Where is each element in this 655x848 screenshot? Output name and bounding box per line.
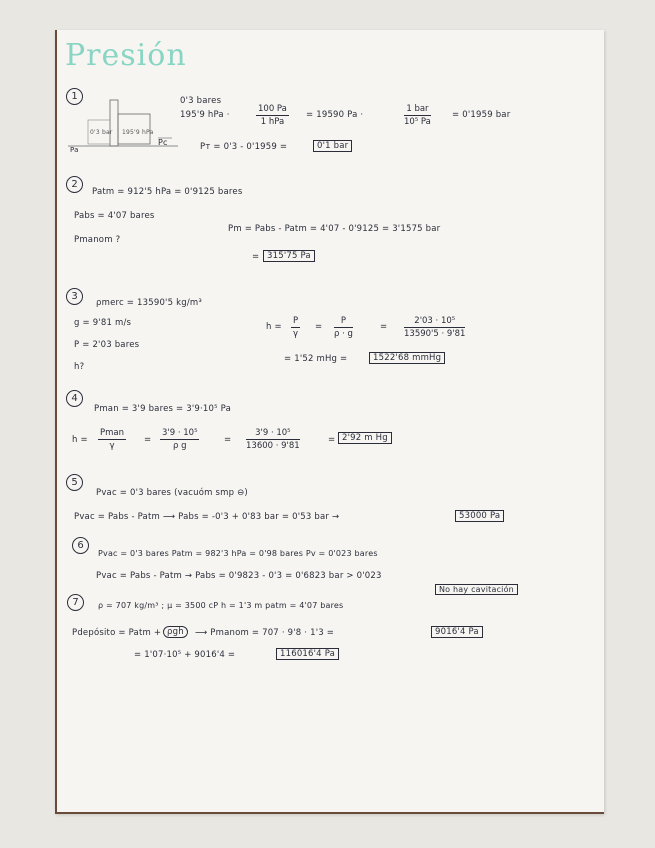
p6-row2: Pvac = Pabs - Patm → Pabs = 0'9823 - 0'3 = 0'6823 bar > 0'023 bbox=[96, 571, 382, 581]
sketch-label-pc: Pc bbox=[158, 138, 168, 147]
p3-eq1: = bbox=[315, 322, 323, 332]
p2-row1: Patm = 912'5 hPa = 0'9125 bares bbox=[92, 187, 243, 197]
p3-row2: g = 9'81 m/s bbox=[74, 318, 132, 328]
p6-row1: Pvac = 0'3 bares Patm = 982'3 hPa = 0'98 bares Pv = 0'023 bares bbox=[98, 549, 378, 558]
p3-row4: h? bbox=[74, 362, 85, 372]
p4-eq3: = bbox=[328, 435, 336, 445]
p3-eq2: = bbox=[380, 322, 388, 332]
p4-eq1: = bbox=[144, 435, 152, 445]
sketch-label-a: 0'3 bar bbox=[90, 129, 113, 136]
p2-row5: = bbox=[252, 252, 260, 262]
p1-row2c: = 0'1959 bar bbox=[452, 110, 511, 120]
p1-row1: 0'3 bares bbox=[180, 96, 222, 106]
p1-frac2: 1 bar 10⁵ Pa bbox=[404, 104, 431, 127]
p1-row3: Pᴛ = 0'3 - 0'1959 = bbox=[200, 142, 288, 152]
p1-row2a: 195'9 hPa · bbox=[180, 110, 230, 120]
p1-frac1: 100 Pa 1 hPa bbox=[258, 104, 287, 127]
p3-frac3: $\frac{\text{2'03 · 10⁵}}{13590'5 \cdot 9'81}$ bbox=[404, 316, 466, 339]
p1-row2b: = 19590 Pa · bbox=[306, 110, 364, 120]
p5-answer: 53000 Pa bbox=[455, 510, 504, 522]
p2-answer: 315'75 Pa bbox=[263, 250, 315, 262]
p2-row3: Pmanom ? bbox=[74, 235, 121, 245]
p7-answer2: 116016'4 Pa bbox=[276, 648, 339, 660]
problem-number-3: 3 bbox=[66, 288, 83, 305]
p7-rgh-circle: ρgh bbox=[163, 626, 188, 638]
p7-row3: = 1'07·10⁵ + 9016'4 = bbox=[134, 650, 236, 660]
p7-row2a: Pdepósito = Patm + bbox=[72, 628, 162, 638]
problem-number-6: 6 bbox=[72, 537, 89, 554]
p1-answer: 0'1 bar bbox=[313, 140, 352, 152]
p3-row3: P = 2'03 bares bbox=[74, 340, 140, 350]
p3-answer: 1522'68 mmHg bbox=[369, 352, 445, 364]
p4-row1: Pman = 3'9 bares = 3'9·10⁵ Pa bbox=[94, 404, 232, 414]
problem-number-4: 4 bbox=[66, 390, 83, 407]
p4-h: h = bbox=[72, 435, 88, 445]
p5-row2: Pvac = Pabs - Patm ⟶ Pabs = -0'3 + 0'83 bar = 0'53 bar → bbox=[74, 512, 340, 522]
p2-row2: Pabs = 4'07 bares bbox=[74, 211, 155, 221]
sketch-label-pa: Pa bbox=[70, 146, 79, 154]
p7-row2c: ⟶ Pmanom = 707 · 9'8 · 1'3 = bbox=[195, 628, 335, 638]
p3-frac2: $\frac{P}{\rho \cdot g}$ bbox=[334, 316, 353, 339]
p2-row4: Pm = Pabs - Patm = 4'07 - 0'9125 = 3'1575 bar bbox=[228, 224, 441, 234]
p4-frac1: Pman γ bbox=[100, 428, 125, 451]
p4-frac3: $\frac{\text{3'9 · 10⁵}}{13600 \cdot 9'81}$ bbox=[246, 428, 300, 451]
p3-row1: ρmerc = 13590'5 kg/m³ bbox=[96, 298, 202, 308]
sketch-label-b: 195'9 hPa bbox=[122, 129, 154, 136]
problem-number-2: 2 bbox=[66, 176, 83, 193]
p7-answer1: 9016'4 Pa bbox=[431, 626, 483, 638]
p5-row1: Pvac = 0'3 bares (vacuóm smp ⊖) bbox=[96, 488, 248, 498]
p4-frac2: $\frac{\text{3'9 · 10⁵}}{\text{ρ g}}$ bbox=[162, 428, 198, 451]
p4-eq2: = bbox=[224, 435, 232, 445]
problem-number-1: 1 bbox=[66, 88, 83, 105]
problem-number-5: 5 bbox=[66, 474, 83, 491]
page-title: Presión bbox=[65, 38, 187, 73]
p4-answer: 2'92 m Hg bbox=[338, 432, 392, 444]
problem-number-7: 7 bbox=[67, 594, 84, 611]
p3-row5: = 1'52 mHg = bbox=[284, 354, 348, 364]
p3-frac1: $\frac{P}{\gamma}$ bbox=[293, 316, 299, 339]
p7-row1: ρ = 707 kg/m³ ; μ = 3500 cP h = 1'3 m patm = 4'07 bares bbox=[98, 601, 344, 610]
p3-h: h = bbox=[266, 322, 282, 332]
p6-answer: No hay cavitación bbox=[435, 584, 518, 595]
